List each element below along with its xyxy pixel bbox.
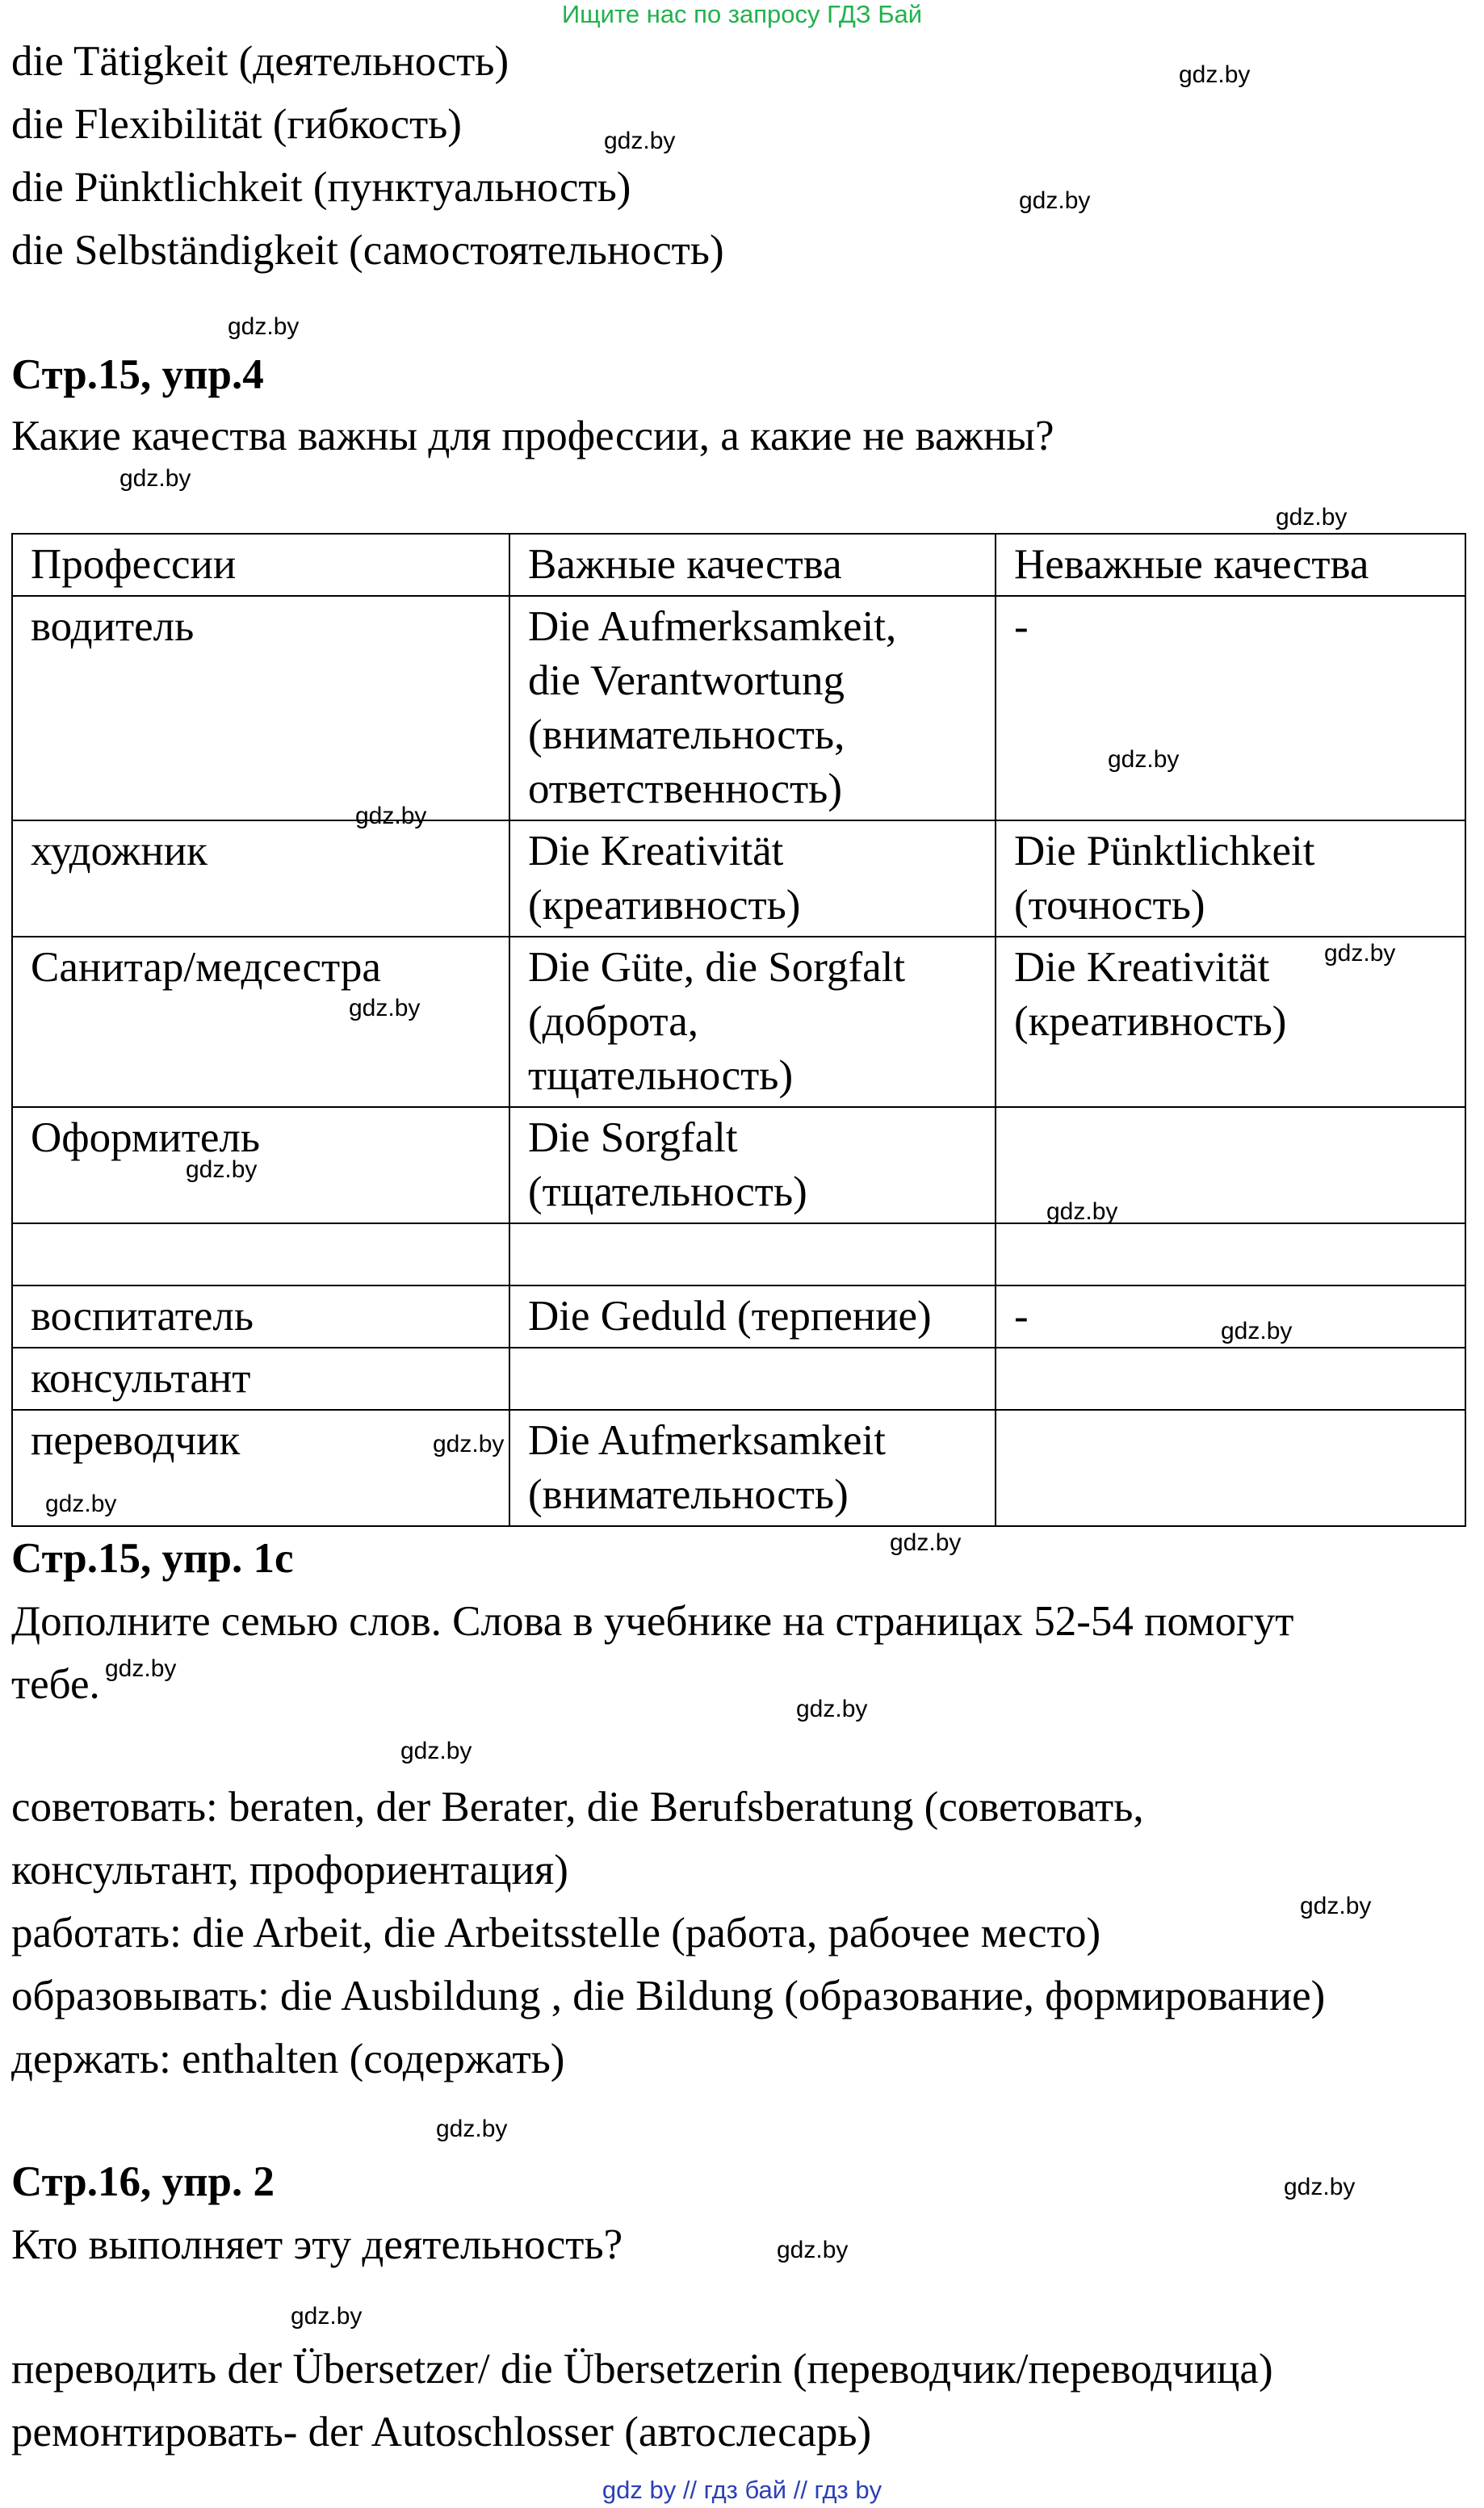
intro-word: die Pünktlichkeit (пунктуальность)	[11, 164, 631, 211]
intro-word: die Tätigkeit (деятельность)	[11, 38, 509, 85]
cell-line: (тщательность)	[528, 1168, 807, 1215]
watermark: gdz.by	[228, 313, 300, 340]
watermark: gdz.by	[1046, 1198, 1118, 1225]
watermark: gdz.by	[1284, 2174, 1356, 2200]
important-cell	[509, 937, 996, 1107]
cell-line: (креативность)	[528, 882, 801, 929]
cell-line: (точность)	[1014, 882, 1205, 929]
watermark: gdz.by	[291, 2303, 363, 2330]
answer-line: работать: die Arbeit, die Arbeitsstelle (работа, рабочее место)	[11, 1910, 1101, 1956]
cell-line: Die Aufmerksamkeit	[528, 1417, 887, 1464]
profession-cell: водитель	[12, 596, 509, 820]
section-task: Дополните семью слов. Слова в учебнике на страницах 52-54 помогут	[11, 1598, 1294, 1645]
important-cell	[509, 596, 996, 820]
unimportant-cell	[996, 1410, 1465, 1526]
cell-line: (доброта,	[528, 998, 698, 1045]
intro-word: die Flexibilität (гибкость)	[11, 101, 462, 148]
column-header: Профессии	[12, 534, 509, 596]
watermark: gdz.by	[45, 1491, 117, 1517]
cell-line: die Verantwortung	[528, 657, 845, 704]
column-header: Неважные качества	[996, 534, 1465, 596]
cell-line: Die Kreativität	[528, 828, 784, 874]
table-row	[12, 820, 1465, 937]
section-question: Какие качества важны для профессии, а какие не важны?	[11, 413, 1054, 459]
intro-word: die Selbständigkeit (самостоятельность)	[11, 227, 724, 274]
important-cell	[509, 1223, 996, 1285]
profession-cell: Санитар/медсестра	[12, 937, 509, 1107]
table-header-row	[12, 534, 1465, 596]
cell-line: Die Kreativität	[1014, 944, 1270, 991]
profession-cell	[12, 1223, 509, 1285]
important-cell	[509, 1410, 996, 1526]
profession-cell: консультант	[12, 1348, 509, 1410]
top-banner: Ищите нас по запросу ГДЗ Бай	[561, 0, 923, 28]
section-heading: Стр.16, упр. 2	[11, 2158, 275, 2205]
watermark: gdz.by	[890, 1529, 962, 1556]
watermark: gdz.by	[436, 2116, 508, 2142]
answer-line: держать: enthalten (содержать)	[11, 2036, 565, 2082]
section-task: тебе.	[11, 1661, 100, 1708]
watermark: gdz.by	[1324, 940, 1396, 967]
watermark: gdz.by	[796, 1696, 868, 1722]
cell-line: (внимательность)	[528, 1471, 849, 1518]
section-heading: Стр.15, упр. 1с	[11, 1535, 294, 1582]
important-cell	[509, 1348, 996, 1410]
watermark: gdz.by	[355, 803, 427, 829]
table-row	[12, 1348, 1465, 1410]
answer-line: образовывать: die Ausbildung , die Bildung (образование, формирование)	[11, 1973, 1326, 2019]
watermark: gdz.by	[604, 128, 676, 154]
profession-cell: Оформитель	[12, 1107, 509, 1223]
unimportant-cell	[996, 1348, 1465, 1410]
answer-line: переводить der Übersetzer/ die Übersetzerin (переводчик/переводчица)	[11, 2346, 1273, 2393]
profession-cell: воспитатель	[12, 1285, 509, 1348]
answer-line: советовать: beraten, der Berater, die Berufsberatung (советовать,	[11, 1784, 1144, 1831]
watermark: gdz.by	[1221, 1318, 1293, 1344]
cell-line: тщательность)	[528, 1052, 794, 1099]
cell-line: -	[1014, 1293, 1029, 1340]
footer-links: gdz by // гдз бай // гдз by	[602, 2476, 882, 2504]
important-cell	[509, 1285, 996, 1348]
table-row	[12, 937, 1465, 1107]
column-header: Важные качества	[509, 534, 996, 596]
profession-cell: художник	[12, 820, 509, 937]
cell-line: (внимательность,	[528, 711, 845, 758]
important-cell	[509, 1107, 996, 1223]
watermark: gdz.by	[119, 465, 191, 492]
watermark: gdz.by	[105, 1655, 177, 1682]
watermark: gdz.by	[400, 1738, 472, 1764]
cell-line: Die Geduld (терпение)	[528, 1293, 932, 1340]
cell-line: -	[1014, 603, 1029, 650]
watermark: gdz.by	[777, 2237, 849, 2263]
cell-line: (креативность)	[1014, 998, 1287, 1045]
answer-line: ремонтировать- der Autoschlosser (автослесарь)	[11, 2409, 872, 2456]
qualities-table	[11, 533, 1466, 1527]
important-cell	[509, 820, 996, 937]
cell-line: Die Güte, die Sorgfalt	[528, 944, 906, 991]
watermark: gdz.by	[349, 995, 421, 1021]
profession-cell: переводчик	[12, 1410, 509, 1526]
watermark: gdz.by	[186, 1156, 258, 1183]
watermark: gdz.by	[1019, 187, 1091, 214]
cell-line: ответственность)	[528, 765, 842, 812]
watermark: gdz.by	[433, 1431, 505, 1457]
watermark: gdz.by	[1108, 746, 1180, 773]
cell-line: Die Aufmerksamkeit,	[528, 603, 897, 650]
table-row-empty	[12, 1223, 1465, 1285]
unimportant-cell	[996, 596, 1465, 820]
section-question: Кто выполняет эту деятельность?	[11, 2221, 623, 2268]
table-row	[12, 596, 1465, 820]
cell-line: Die Sorgfalt	[528, 1114, 738, 1161]
watermark: gdz.by	[1276, 504, 1348, 531]
unimportant-cell	[996, 1223, 1465, 1285]
watermark: gdz.by	[1179, 61, 1251, 88]
unimportant-cell	[996, 820, 1465, 937]
table-row	[12, 1410, 1465, 1526]
cell-line: Die Pünktlichkeit	[1014, 828, 1315, 874]
answer-line: консультант, профориентация)	[11, 1847, 568, 1894]
section-heading: Стр.15, упр.4	[11, 351, 264, 398]
watermark: gdz.by	[1300, 1893, 1372, 1919]
